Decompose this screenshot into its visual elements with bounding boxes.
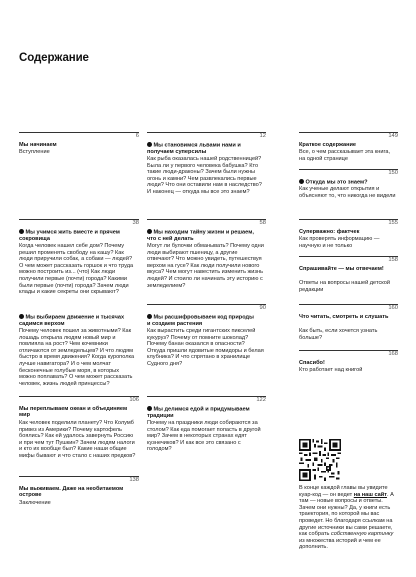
divider	[299, 219, 398, 220]
chapter-description: Как вырастить среди гигантских пикселей кукуруз? Почему от помните шоколад? Почему банан оказался в опасности? Откуда пришли ядовитые помидоры и белая клубника? И что спрятано в хранилище Судного дня?	[147, 328, 264, 367]
chapter-description: Ответы на вопросы нашей детской редакции	[299, 280, 390, 293]
chapter-marker-icon	[19, 314, 24, 319]
chapter-description: Как проверять информацию — научную и не только	[299, 236, 380, 249]
chapter-description: Заключение	[19, 500, 51, 506]
chapter-marker-icon	[299, 179, 304, 184]
toc-entry[interactable]	[299, 256, 398, 300]
divider	[147, 396, 266, 397]
page-number: 12	[259, 133, 266, 139]
toc-entry[interactable]	[299, 169, 398, 215]
chapter-heading: Откуда мы это знаем?	[299, 179, 390, 186]
chapter-description: Как человек поделили планету? Что Колумб привез из Америки? Почему картофель боялись? Как ей удалось завернуть Россию и при чем тут Пушкин? Зачем людям налоги и кто их вообще был? Какие наши общие мифы бывают и что стало с наших предков?	[19, 420, 136, 459]
chapter-heading: Спасибо!	[299, 360, 325, 366]
chapter-heading: Суперважно: фактчек	[299, 229, 360, 235]
page-number: 155	[388, 220, 398, 226]
chapter-description: Как быть, если хочется узнать больше?	[299, 328, 378, 341]
toc-entry[interactable]	[299, 219, 398, 257]
chapter-description: Все, о чем рассказывает эта книга, на одной странице	[299, 149, 391, 162]
divider	[147, 304, 266, 305]
chapter-marker-icon	[147, 142, 152, 147]
divider	[19, 476, 139, 477]
chapter-marker-icon	[19, 229, 24, 234]
chapter-heading: Мы учимся жить вместе и прячем сокровища	[19, 229, 120, 242]
divider	[19, 396, 139, 397]
page-number: 106	[129, 397, 139, 403]
chapter-heading: Мы становимся львами нами и получаем суперсилы	[147, 142, 241, 155]
chapter-description: Кто работает над книгой	[299, 367, 363, 373]
chapter-description: Могут ли булочки обманывать? Почему одни люди выбирают пшеницу, а другие отвечают? Что можно увидеть, путешествуя верхом на гусе? Как люди получили нового вкуса? Чем могут навестить изменить жизнь людей? И стоило ли начинать эту историю с земледелием?	[147, 243, 264, 289]
chapter-marker-icon	[147, 229, 152, 234]
page-number: 158	[388, 257, 398, 263]
divider	[19, 132, 139, 133]
chapter-heading: Мы переплываем океан и объединяем мир	[19, 406, 128, 419]
chapter-marker-icon	[147, 314, 152, 319]
toc-entry[interactable]	[19, 476, 139, 516]
chapter-description: Когда человек нашел себе дом? Почему решил променять свободу на кашу? Как люди приручили собак, а собаки — людей? О чем может рассказать горшок и что труда можно построить из... (что) Как люди получили первые (почти) города? Какими были первые (почти) города? Зачем люди клады и какие секреты они скрывают?	[19, 243, 134, 296]
chapter-description: Почему на праздники люди собираются за столом? Как еда помогает попасть в другой мир? Зачем в некоторых странах едят кузнечиков? И как все это связано с голодом?	[147, 420, 261, 453]
site-link[interactable]: на наш сайт	[353, 491, 387, 498]
qr-code-note: В конце каждой главы вы увидите куар-код — он ведет на наш сайт. А там — новые вопросы и ответы. Зачем они нужны? Да, у книги есть траектория, по которой мы вас проведет. Но благодаря ссылкам на другие источники вы сами решаете, как собрать собственную картинку из множества историй и чем ее дополнить.	[299, 485, 394, 551]
page-number: 160	[388, 305, 398, 311]
chapter-heading: Что читать, смотреть и слушать	[299, 314, 389, 320]
page-number: 90	[259, 305, 266, 311]
chapter-heading: Спрашивайте — мы отвечаем!	[299, 266, 384, 272]
toc-entry[interactable]	[299, 132, 398, 170]
chapter-heading: Краткое содержание	[299, 142, 357, 148]
divider	[299, 350, 398, 351]
chapter-heading: Мы выживаем. Даже на необитаемом острове	[19, 486, 124, 499]
toc-entry[interactable]	[299, 304, 398, 344]
qr-code-icon[interactable]	[299, 439, 341, 481]
chapter-heading: Мы находим тайну жизни и решаем, что с ней делать	[147, 229, 254, 242]
divider	[299, 169, 398, 170]
chapter-description: Как ученые делают открытия и объясняют то, что никогда не видели	[299, 186, 396, 199]
toc-entry[interactable]	[19, 396, 139, 476]
chapter-description: Как рыба оказалась нашей родственницей? Была ли у первого человека бабушка? Кто такие люди-драконы? Зачем были нужны огонь и камни? Чем развлекались первые люди? Что они оставили нам в наследство? И наконец — откуда мы все это знаем?	[147, 156, 262, 195]
toc-entry[interactable]	[147, 304, 266, 384]
page-number: 38	[132, 220, 139, 226]
toc-entry[interactable]	[19, 304, 139, 387]
divider	[147, 219, 266, 220]
divider	[299, 256, 398, 257]
chapter-heading: Мы расшифровываем код природы и создаем растения	[147, 314, 254, 327]
page-number: 138	[129, 477, 139, 483]
page-number: 150	[388, 170, 398, 176]
chapter-heading: Мы начинаем	[19, 142, 57, 148]
page-number: 122	[256, 397, 266, 403]
toc-entry[interactable]	[147, 219, 266, 299]
page-number: 6	[135, 133, 139, 139]
chapter-marker-icon	[147, 406, 152, 411]
chapter-description: Почему человек пошел за животными? Как лошадь открыла людям новый мир и повлияла на рост? Чем кочевники отличаются от земледельцев? И что людям быстро в время движения? Когда курополка лучше навигатора? И о чем молчат бесконечные голубые моря, в которых можно поплавать? О чем может рассказать человек, жизнь людей принцессы?	[19, 328, 135, 387]
divider	[147, 132, 266, 133]
chapter-heading: Мы выбираем движение и тысячах садимся верхом	[19, 314, 125, 327]
divider	[19, 219, 139, 220]
toc-entry[interactable]	[19, 219, 139, 299]
page-number: 168	[388, 351, 398, 357]
toc-entry[interactable]	[19, 132, 139, 172]
chapter-heading: Мы делимся едой и придумываем традиции	[147, 406, 250, 419]
toc-entry[interactable]	[147, 396, 266, 476]
toc-entry[interactable]	[147, 132, 266, 212]
page-number: 149	[388, 133, 398, 139]
page-number: 58	[259, 220, 266, 226]
page-title: Содержание	[19, 52, 89, 64]
divider	[299, 132, 398, 133]
toc-entry[interactable]	[299, 350, 398, 384]
divider	[299, 304, 398, 305]
chapter-description: Вступление	[19, 149, 50, 155]
